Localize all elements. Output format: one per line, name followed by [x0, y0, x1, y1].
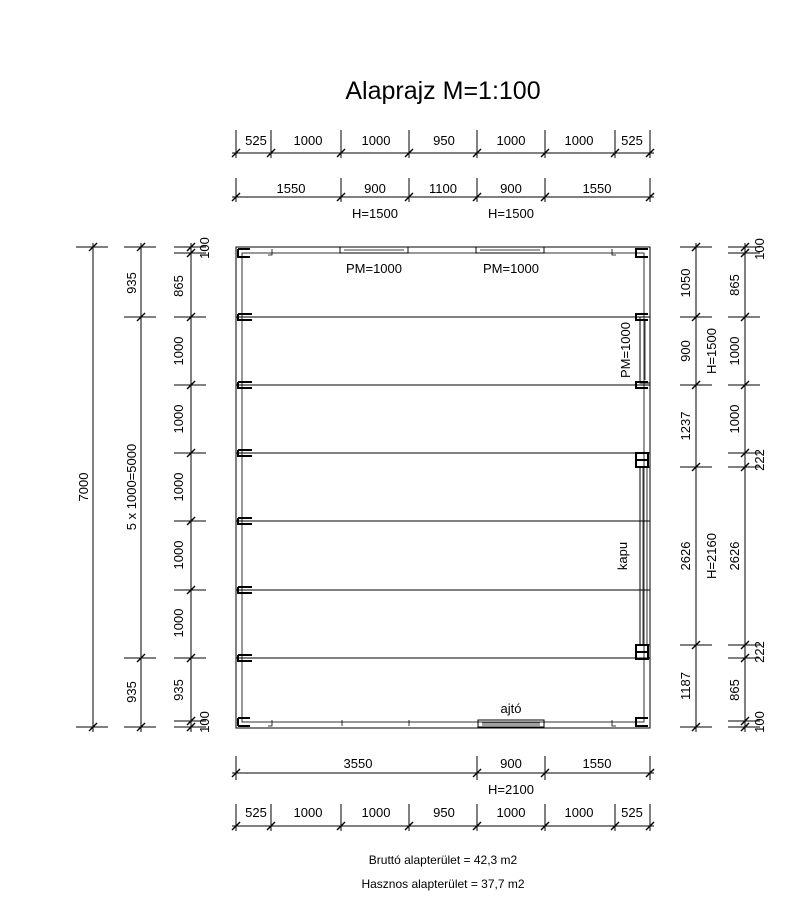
dim-right-outer-2: 1000	[727, 336, 742, 366]
dim-top1-2: 1000	[361, 133, 391, 148]
dim-bottom2-6: 525	[621, 805, 643, 820]
dim-bottom2-4: 1000	[496, 805, 526, 820]
dim-right-outer-3: 1000	[727, 404, 742, 434]
dim-left-inner-7: 935	[171, 679, 186, 701]
dim-left-mid-0: 935	[124, 272, 139, 294]
dim-right-inner-1: 900	[678, 340, 693, 362]
dim-top1-6: 525	[621, 133, 643, 148]
top-window-2	[476, 247, 544, 253]
dim-right-outer-6: 222	[752, 641, 767, 663]
dim-left-inner-5: 1000	[171, 540, 186, 570]
gate-label: kapu	[615, 541, 630, 571]
post-brackets-left	[238, 249, 616, 726]
dim-left-inner-0: 100	[197, 237, 212, 259]
dim-right-outer-0: 100	[752, 238, 767, 260]
dim-right-outer-5: 2626	[727, 541, 742, 571]
dim-bottom2-2: 1000	[361, 805, 391, 820]
dim-bottom1-0: 3550	[343, 756, 373, 771]
dim-left-inner-2: 1000	[171, 336, 186, 366]
dim-left-inner-1: 865	[171, 275, 186, 297]
dim-left-inner-6: 1000	[171, 608, 186, 638]
dim-right-inner-2: 1237	[678, 411, 693, 441]
dim-right-outer-1: 865	[727, 274, 742, 296]
dim-top2-4: 1550	[582, 181, 612, 196]
dim-right-outer-8: 100	[752, 711, 767, 733]
dim-top1-4: 1000	[496, 133, 526, 148]
dim-right-inner-sub-0: H=1500	[704, 328, 719, 374]
dim-bottom2-1: 1000	[293, 805, 323, 820]
dim-top2-2: 1100	[429, 181, 457, 196]
dim-top2-3: 900	[500, 181, 522, 196]
dim-top2-0: 1550	[276, 181, 306, 196]
dim-left-inner-4: 1000	[171, 472, 186, 502]
dim-right-inner-3: 2626	[678, 541, 693, 571]
door-label: ajtó	[500, 701, 522, 716]
net-area-note: Hasznos alapterület = 37,7 m2	[361, 877, 525, 891]
dim-bottom2-3: 950	[433, 805, 455, 820]
dim-right-inner-4: 1187	[678, 672, 693, 700]
dim-top1-0: 525	[245, 133, 267, 148]
drawing-title: Alaprajz M=1:100	[345, 77, 541, 105]
dim-left-outer: 7000	[76, 472, 91, 502]
dim-top1-5: 1000	[564, 133, 594, 148]
dim-left-mid-2: 935	[124, 681, 139, 703]
dim-left-inner-8: 100	[197, 711, 212, 733]
building-outline	[236, 247, 650, 728]
dim-right-inner-sub-1: H=2160	[704, 533, 719, 579]
dim-top1-1: 1000	[293, 133, 323, 148]
left-dimension-lines	[76, 243, 206, 732]
dim-top1-3: 950	[433, 133, 455, 148]
side-window-label: PM=1000	[618, 321, 633, 379]
window-label-1: PM=1000	[345, 261, 403, 276]
window-label-2: PM=1000	[482, 261, 540, 276]
dim-bottom1-sub: H=2100	[488, 782, 534, 797]
dim-bottom1-2: 1550	[582, 756, 612, 771]
gate	[640, 467, 650, 645]
post-brackets-right	[636, 249, 648, 726]
dim-bottom1-1: 900	[500, 756, 522, 771]
dim-right-outer-4: 222	[752, 449, 767, 471]
dim-top2-sub-1: H=1500	[488, 206, 534, 221]
beam-lines	[236, 317, 650, 658]
dim-bottom2-5: 1000	[564, 805, 594, 820]
top-window-1	[340, 247, 408, 253]
dim-top2-sub-0: H=1500	[352, 206, 398, 221]
side-window	[640, 317, 650, 383]
dim-bottom2-0: 525	[245, 805, 267, 820]
dim-right-outer-7: 865	[727, 679, 742, 701]
right-dimension-lines	[680, 243, 760, 732]
dim-top2-1: 900	[364, 181, 386, 196]
dim-left-mid-1: 5 x 1000=5000	[124, 443, 139, 531]
door	[478, 720, 544, 727]
dim-right-inner-0: 1050	[678, 268, 693, 298]
dim-left-inner-3: 1000	[171, 404, 186, 434]
gross-area-note: Bruttó alapterület = 42,3 m2	[368, 853, 518, 867]
